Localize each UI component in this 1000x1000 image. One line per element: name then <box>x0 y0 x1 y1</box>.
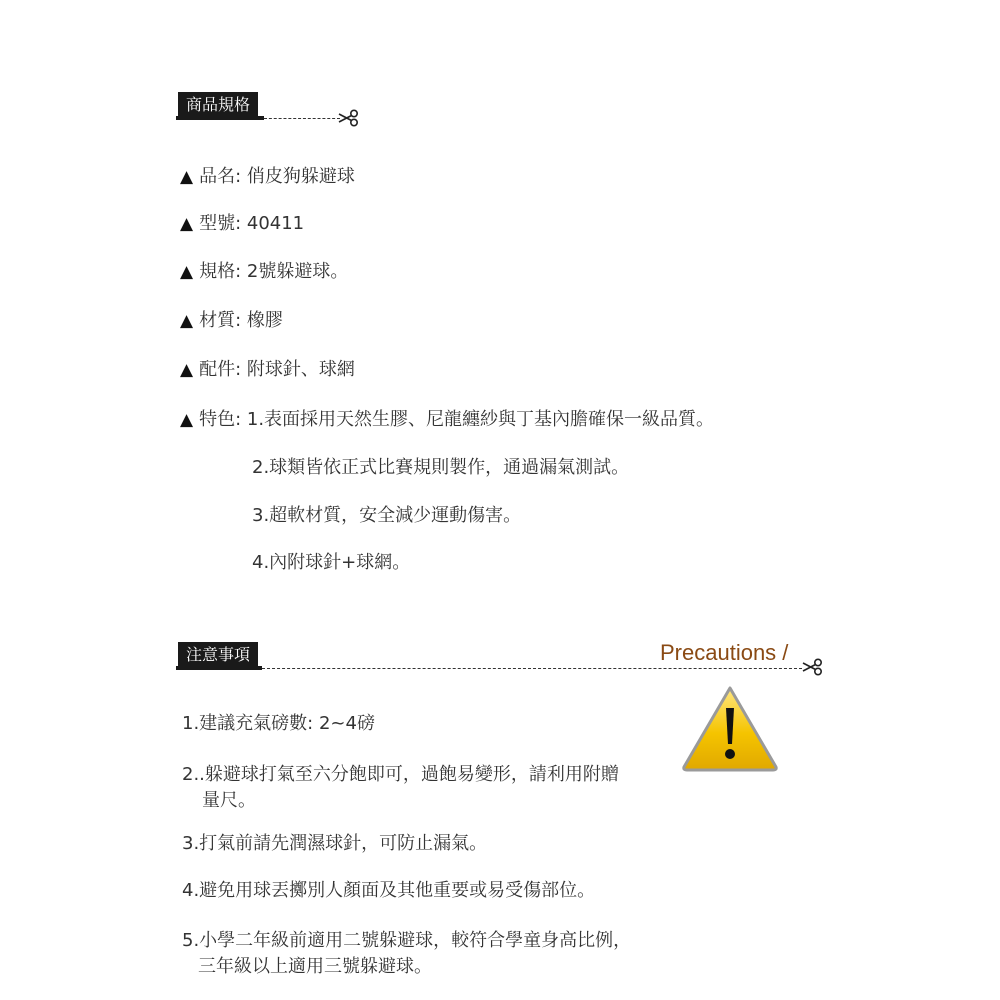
spec-label: 材質 <box>199 310 236 331</box>
feature-item: 3.超軟材質，安全減少運動傷害。 <box>252 505 522 526</box>
note-item-3 <box>182 831 487 857</box>
spec-cut-line <box>264 118 340 119</box>
warning-triangle-icon <box>680 684 780 772</box>
triangle-up-icon: ▲ <box>180 262 194 282</box>
feature-item: 4.內附球針+球網。 <box>252 552 411 573</box>
triangle-up-icon: ▲ <box>180 167 194 187</box>
spec-value: 40411 <box>246 213 305 234</box>
note-line: 量尺。 <box>202 790 256 811</box>
notes-title-underline <box>176 666 262 670</box>
spec-label: 品名 <box>199 166 236 187</box>
feature-item: 1.表面採用天然生膠、尼龍纏紗與丁基內膽確保一級品質。 <box>246 409 715 430</box>
note-item-2 <box>182 762 619 814</box>
scissors-icon <box>338 109 360 127</box>
note-line: 4.避免用球丟擲別人顏面及其他重要或易受傷部位。 <box>182 880 596 901</box>
note-line: 三年級以上適用三號躲避球。 <box>198 956 432 977</box>
feature-item: 2.球類皆依正式比賽規則製作，通過漏氣測試。 <box>252 457 630 478</box>
note-item-5 <box>182 928 631 980</box>
spec-label: 配件 <box>199 359 236 380</box>
spec-row-model: ▲ 型號: 40411 <box>180 213 305 234</box>
spec-row-size: ▲ 規格: 2號躲避球。 <box>180 261 349 282</box>
spec-row-material: ▲ 材質: 橡膠 <box>180 310 283 331</box>
notes-section-title: 注意事項 <box>178 642 258 668</box>
triangle-up-icon: ▲ <box>180 410 194 430</box>
scissors-icon <box>802 658 824 676</box>
spec-title-underline <box>176 116 264 120</box>
spec-label: 型號 <box>199 213 236 234</box>
spec-label: 特色 <box>199 409 236 430</box>
spec-value: 俏皮狗躲避球 <box>246 166 355 187</box>
notes-cut-line <box>262 668 802 669</box>
note-item-1 <box>182 711 375 737</box>
triangle-up-icon: ▲ <box>180 360 194 380</box>
spec-value: 2號躲避球。 <box>246 261 349 282</box>
spec-value: 附球針、球網 <box>246 359 355 380</box>
note-line: 5.小學二年級前適用二號躲避球，較符合學童身高比例， <box>182 930 632 951</box>
spec-label: 規格 <box>199 261 236 282</box>
note-line: 2..躲避球打氣至六分飽即可，過飽易變形，請利用附贈 <box>182 764 619 785</box>
note-item-4 <box>182 878 595 904</box>
spec-value: 橡膠 <box>246 310 283 331</box>
triangle-up-icon: ▲ <box>180 311 194 331</box>
triangle-up-icon: ▲ <box>180 214 194 234</box>
spec-row-accessories: ▲ 配件: 附球針、球網 <box>180 359 355 380</box>
spec-row-name: ▲ 品名: 俏皮狗躲避球 <box>180 166 355 187</box>
precautions-subtitle: Precautions / <box>660 640 789 665</box>
spec-row-features: ▲ 特色: 1.表面採用天然生膠、尼龍纏紗與丁基內膽確保一級品質。 <box>180 409 715 430</box>
spec-section-title: 商品規格 <box>178 92 258 118</box>
note-line: 1.建議充氣磅數: 2~4磅 <box>182 713 375 734</box>
note-line: 3.打氣前請先潤濕球針，可防止漏氣。 <box>182 833 488 854</box>
